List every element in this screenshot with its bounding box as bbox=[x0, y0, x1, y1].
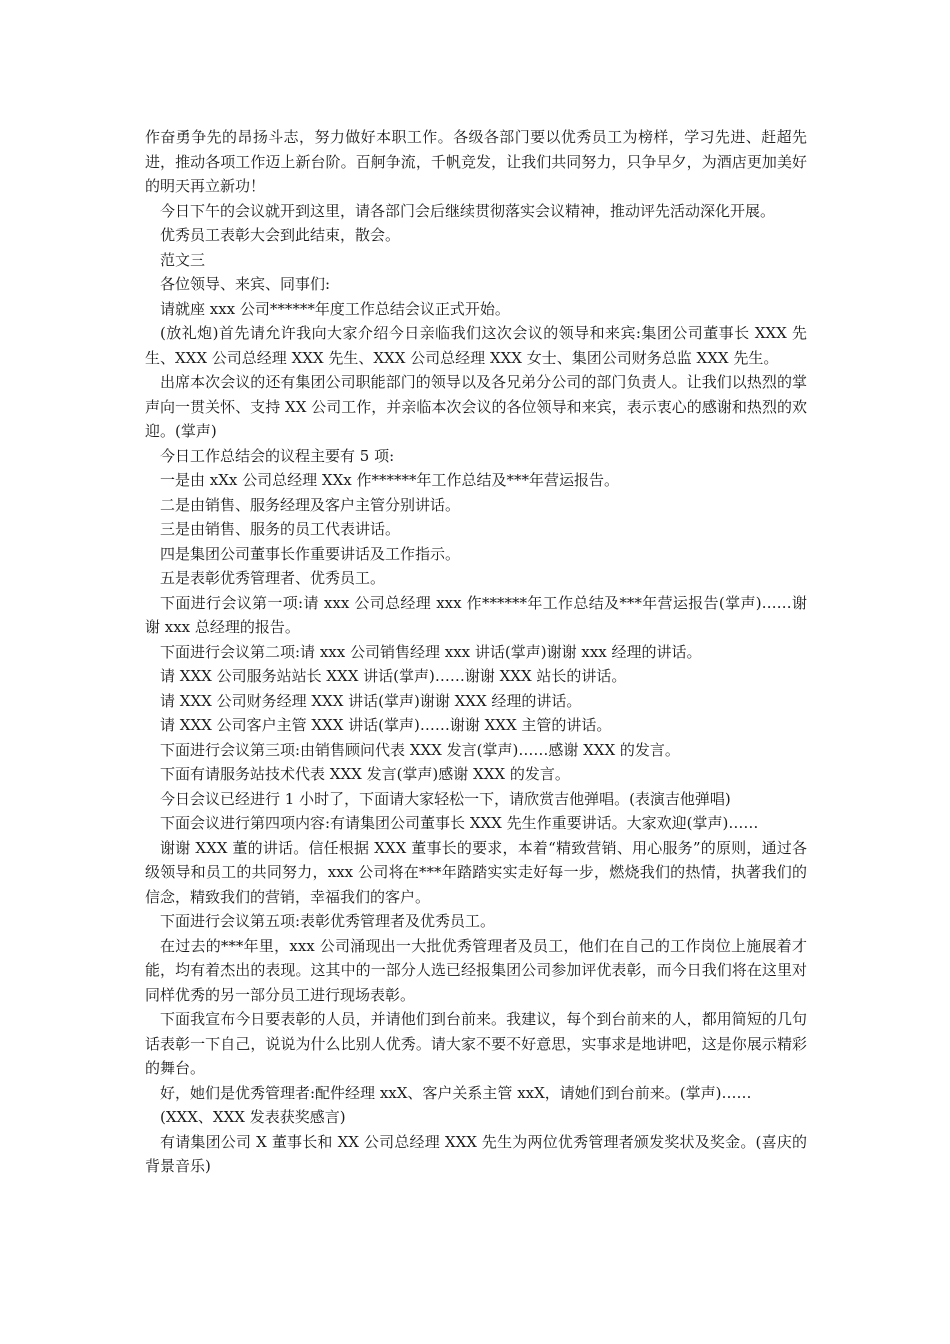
paragraph: 优秀员工表彰大会到此结束，散会。 bbox=[160, 226, 401, 244]
paragraph: 三是由销售、服务的员工代表讲话。 bbox=[160, 520, 401, 538]
paragraph: (放礼炮)首先请允许我向大家介绍今日亲临我们这次会议的领导和来宾:集团公司董事长 XXX 先生、XXX 公司总经理 XXX 先生、XXX 公司总经理 XXX 女士、集团公司财务总监 XXX 先生。 bbox=[145, 324, 807, 367]
paragraph: 四是集团公司董事长作重要讲话及工作指示。 bbox=[160, 544, 461, 563]
paragraph: 今日会议已经进行 1 小时了，下面请大家轻松一下，请欣赏吉他弹唱。(表演吉他弹唱) bbox=[160, 789, 731, 808]
paragraph: 范文三 bbox=[160, 250, 206, 269]
paragraph: 请就座 xxx 公司******年度工作总结会议正式开始。 bbox=[160, 299, 510, 318]
paragraph: 下面进行会议第一项:请 xxx 公司总经理 xxx 作******年工作总结及***年营运报告(掌声)……谢谢 xxx 总经理的报告。 bbox=[145, 593, 807, 636]
paragraph: 请 XXX 公司客户主管 XXX 讲话(掌声)……谢谢 XXX 主管的讲话。 bbox=[160, 716, 612, 734]
paragraph: 下面我宣布今日要表彰的人员，并请他们到台前来。我建议，每个到台前来的人，都用简短的几句话表彰一下自己，说说为什么比别人优秀。请大家不要不好意思，实事求是地讲吧，这是你展示精彩的舞台。 bbox=[145, 1010, 807, 1077]
paragraph: 各位领导、来宾、同事们: bbox=[160, 275, 331, 293]
paragraph: 一是由 xXx 公司总经理 XXx 作******年工作总结及***年营运报告。 bbox=[160, 471, 619, 489]
paragraph: 下面进行会议第二项:请 xxx 公司销售经理 xxx 讲话(掌声)谢谢 xxx 经理的讲话。 bbox=[160, 642, 702, 661]
paragraph: 作奋勇争先的昂扬斗志，努力做好本职工作。各级各部门要以优秀员工为榜样，学习先进、赶超先进，推动各项工作迈上新台阶。百舸争流，千帆竞发，让我们共同努力，只争早夕，为酒店更加美好的明天再立新功！ bbox=[145, 128, 807, 195]
paragraph: 好，她们是优秀管理者:配件经理 xxX、客户关系主管 xxX，请她们到台前来。(掌声)…… bbox=[160, 1083, 752, 1102]
paragraph: 在过去的***年里，xxx 公司涌现出一大批优秀管理者及员工，他们在自己的工作岗位上施展着才能，均有着杰出的表现。这其中的一部分人选已经报集团公司参加评优表彰，而今日我们将在这里对同样优秀的另一部分员工进行现场表彰。 bbox=[145, 936, 807, 1004]
paragraph: 今日下午的会议就开到这里，请各部门会后继续贯彻落实会议精神，推动评先活动深化开展。 bbox=[160, 201, 776, 220]
paragraph: 下面进行会议第五项:表彰优秀管理者及优秀员工。 bbox=[160, 912, 496, 930]
paragraph: 二是由销售、服务经理及客户主管分别讲话。 bbox=[160, 495, 461, 514]
paragraph: 谢谢 XXX 董的讲话。信任根据 XXX 董事长的要求，本着“精致营销、用心服务”的原则，通过各级领导和员工的共同努力，xxx 公司将在***年踏踏实实走好每一步，燃烧我们的热情，执著我们的信念，精致我们的营销，幸福我们的客户。 bbox=[145, 838, 807, 906]
paragraph: (XXX、XXX 发表获奖感言) bbox=[160, 1108, 346, 1126]
paragraph: 下面进行会议第三项:由销售顾问代表 XXX 发言(掌声)……感谢 XXX 的发言。 bbox=[160, 740, 680, 759]
paragraph: 五是表彰优秀管理者、优秀员工。 bbox=[160, 569, 386, 587]
paragraph: 请 XXX 公司服务站站长 XXX 讲话(掌声)……谢谢 XXX 站长的讲话。 bbox=[160, 667, 627, 685]
paragraph: 今日工作总结会的议程主要有 5 项: bbox=[160, 446, 395, 465]
paragraph: 出席本次会议的还有集团公司职能部门的领导以及各兄弟分公司的部门负责人。让我们以热烈的掌声向一贯关怀、支持 XX 公司工作，并亲临本次会议的各位领导和来宾，表示衷心的感谢和热烈的欢迎。(掌声) bbox=[145, 373, 807, 440]
paragraph: 下面有请服务站技术代表 XXX 发言(掌声)感谢 XXX 的发言。 bbox=[160, 765, 570, 783]
document-body bbox=[145, 125, 807, 1179]
paragraph: 下面会议进行第四项内容:有请集团公司董事长 XXX 先生作重要讲话。大家欢迎(掌声)…… bbox=[160, 814, 759, 832]
paragraph: 有请集团公司 X 董事长和 XX 公司总经理 XXX 先生为两位优秀管理者颁发奖状及奖金。(喜庆的背景音乐) bbox=[145, 1132, 807, 1175]
paragraph: 请 XXX 公司财务经理 XXX 讲话(掌声)谢谢 XXX 经理的讲话。 bbox=[160, 691, 582, 710]
